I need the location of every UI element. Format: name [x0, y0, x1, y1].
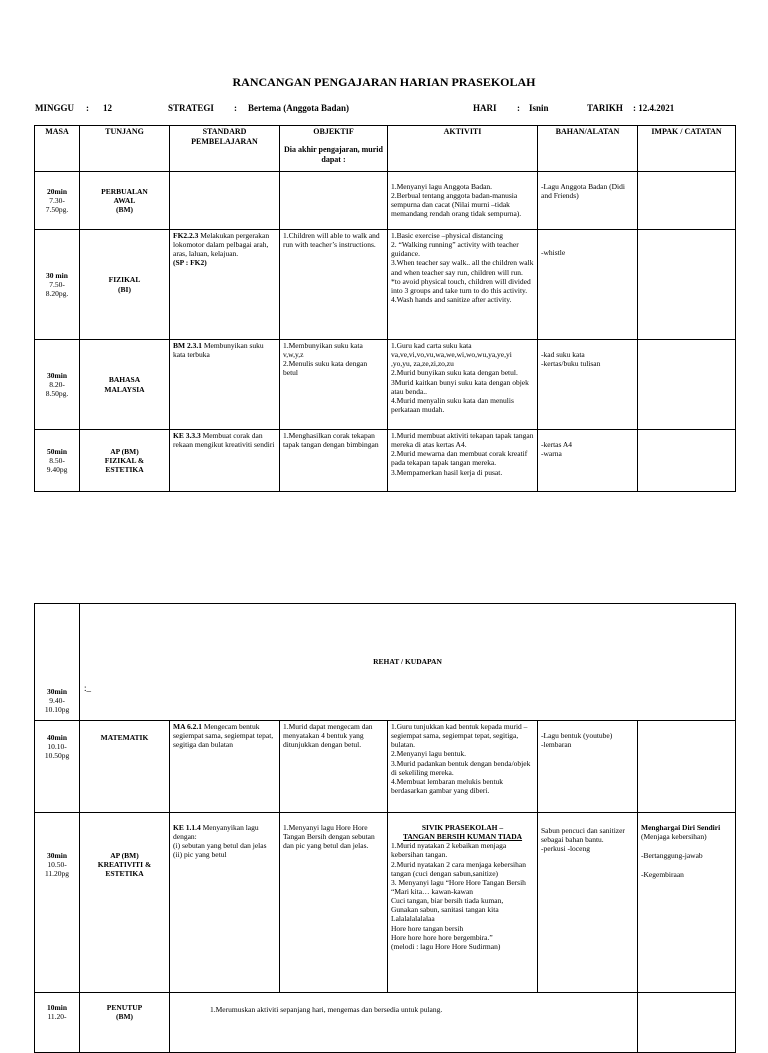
strategi-sep: :: [234, 103, 237, 113]
tunjang-line: MATEMATIK: [100, 733, 149, 742]
aktiviti-line: 2.Menyanyi lagu bentuk.: [391, 749, 466, 759]
bahan-cell: [538, 230, 638, 340]
table-row: [35, 230, 736, 340]
bahan-cell: [538, 721, 638, 813]
masa-time-start: 11.20-: [47, 1012, 67, 1022]
hari-sep: :: [517, 103, 520, 113]
tunjang-line: AWAL: [113, 195, 136, 205]
aktiviti-line: 1.Guru kad carta suku kata va,ve,vi,vo,vu,wa,we,wi,wo,wu,ya,ye,yi ,yo,yu, za,ze,zi,zo,zu: [391, 341, 512, 369]
table-row: [35, 430, 736, 492]
tunjang-line: MALAYSIA: [104, 384, 145, 394]
impak-line: -Bertanggung-jawab: [641, 851, 703, 861]
standard-line: (ii) pic yang betul: [173, 850, 227, 860]
masa-time-end: 8.50pg.: [45, 389, 69, 399]
table-row: [35, 340, 736, 430]
tunjang-cell: [80, 430, 170, 492]
impak-title: Menghargai Diri Sendiri: [641, 823, 721, 832]
impak-cell: [638, 813, 736, 993]
tunjang-line: AP (BM): [110, 446, 139, 456]
aktiviti-line: 3.Murid padankan bentuk dengan benda/objek di sekeliling mereka.: [391, 758, 531, 777]
masa-time-start: 10.10-: [47, 742, 67, 752]
objektif-line: 1.Menyanyi lagu Hore Hore Tangan Bersih dengan sebutan dan pic yang betul dan jelas.: [283, 823, 375, 851]
objektif-line: 1.Menghasilkan corak tekapan tapak tangan dengan bimbingan: [283, 431, 379, 450]
masa-duration: 20min: [46, 186, 67, 196]
hari-label: HARI: [473, 103, 497, 113]
aktiviti-line: 4.Wash hands and sanitize after activity.: [391, 294, 512, 304]
header-impak: IMPAK / CATATAN: [638, 126, 736, 172]
masa-duration: 50min: [46, 446, 67, 456]
tunjang-line: KREATIVITI &: [97, 860, 152, 870]
aktiviti-cell: [388, 172, 538, 230]
aktiviti-line: “Mari kita… kawan-kawan: [391, 886, 474, 896]
aktiviti-line: 3Murid kaitkan bunyi suku kata dengan objek atau benda..: [391, 377, 529, 396]
tunjang-line: PERBUALAN: [101, 186, 148, 196]
bahan-line: -warna: [541, 449, 562, 459]
aktiviti-line: (melodi : lagu Hore Hore Sudirman): [391, 941, 501, 951]
masa-time-start: 7.50-: [49, 279, 65, 289]
tarikh-label: TARIKH: [587, 103, 623, 113]
masa-cell: [35, 340, 80, 430]
tunjang-line: (BM): [115, 205, 134, 215]
objektif-cell: [280, 172, 388, 230]
tunjang-line: AP (BM): [110, 851, 139, 860]
table-row: [35, 721, 736, 813]
objektif-cell: [280, 430, 388, 492]
masa-cell: [35, 172, 80, 230]
bahan-line: -kertas A4: [541, 440, 573, 449]
header-tunjang: TUNJANG: [80, 126, 170, 172]
header-objektif: [280, 126, 388, 172]
standard-code: MA 6.2.1: [173, 722, 202, 731]
strategi-value: Bertema (Anggota Badan): [248, 103, 349, 113]
standard-cell: [170, 230, 280, 340]
masa-time-start: 8.50-: [49, 455, 65, 465]
bahan-line: -kad suku kata: [541, 350, 585, 359]
hari-value: Isnin: [529, 103, 549, 113]
bahan-cell: [538, 340, 638, 430]
objektif-line: 1.Children will able to walk and run with teacher’s instructions.: [283, 231, 380, 250]
tunjang-cell: [80, 340, 170, 430]
masa-cell: [35, 993, 80, 1053]
table-row: [35, 604, 736, 721]
masa-cell: [35, 230, 80, 340]
aktiviti-line: 2.Murid bunyikan suku kata dengan betul.: [391, 368, 518, 378]
rehat-colon: :_: [84, 683, 92, 693]
aktiviti-line: Hore hore hore hore bergembira.”: [391, 932, 493, 942]
masa-duration: 30min: [46, 370, 67, 380]
tunjang-cell: [80, 813, 170, 993]
impak-cell: [638, 340, 736, 430]
impak-cell: [638, 721, 736, 813]
standard-code: BM 2.3.1: [173, 341, 202, 350]
header-aktiviti: AKTIVITI: [388, 126, 538, 172]
masa-cell: [35, 430, 80, 492]
impak-cell: [638, 993, 736, 1053]
standard-cell: [170, 430, 280, 492]
standard-cell: [170, 172, 280, 230]
minggu-value: 12: [103, 103, 112, 113]
aktiviti-line: *to avoid physical touch, children will divided into 3 groups and take turn to do this activity.: [391, 276, 531, 295]
table-row: [35, 172, 736, 230]
aktiviti-line: Gunakan sabun, sanitasi tangan kita: [391, 905, 499, 915]
masa-time-end: 7.50pg.: [45, 205, 69, 215]
lesson-table-2: [34, 603, 736, 1053]
aktiviti-line: 3.Mempamerkan hasil kerja di pusat.: [391, 467, 503, 477]
aktiviti-cell: [388, 430, 538, 492]
standard-text: Membunyikan suku kata terbuka: [173, 341, 264, 360]
bahan-cell: [538, 430, 638, 492]
standard-extra: (SP : FK2): [173, 258, 207, 268]
sivik-subtitle: TANGAN BERSIH KUMAN TIADA: [402, 832, 523, 842]
strategi-label: STRATEGI: [168, 103, 214, 113]
table-row: [35, 993, 736, 1053]
masa-time-end: 10.50pg: [44, 751, 70, 761]
aktiviti-line: Hore hore tangan bersih: [391, 923, 464, 933]
masa-time-start: 8.20-: [49, 379, 65, 389]
impak-cell: [638, 172, 736, 230]
bahan-line: -kertas/buku tulisan: [541, 359, 601, 369]
masa-duration: 30min: [46, 851, 67, 860]
minggu-label: MINGGU: [35, 103, 74, 113]
objektif-line: 1.Membunyikan suku kata v,w,y,z: [283, 341, 363, 360]
masa-time-start: 10.50-: [47, 860, 67, 870]
masa-duration: 10min: [46, 1003, 67, 1012]
bahan-line: -perkusi -loceng: [541, 844, 590, 854]
sivik-title: SIVIK PRASEKOLAH –: [421, 823, 504, 832]
masa-duration: 30min: [46, 686, 67, 696]
standard-cell: [170, 721, 280, 813]
masa-time-start: 9.40-: [49, 695, 65, 705]
standard-line: (i) sebutan yang betul dan jelas: [173, 841, 267, 851]
aktiviti-line: 1.Guru tunjukkan kad bentuk kepada murid –segiempat sama, segiempat tepat, segitiga, bulatan.: [391, 722, 528, 750]
objektif-cell: [280, 340, 388, 430]
header-standard: STANDARD PEMBELAJARAN: [170, 126, 280, 172]
objektif-cell: [280, 721, 388, 813]
aktiviti-line: Lalalalalalalaa: [391, 914, 435, 924]
bahan-cell: [538, 172, 638, 230]
aktiviti-line: 1.Basic exercise –physical distancing: [391, 231, 504, 240]
header-masa: MASA: [35, 126, 80, 172]
standard-code: KE 1.1.4: [173, 823, 201, 832]
standard-code: KE 3.3.3: [173, 431, 201, 440]
tunjang-cell: [80, 721, 170, 813]
tunjang-line: FIZIKAL: [108, 275, 141, 285]
impak-note: (Menjaga kebersihan): [641, 832, 707, 842]
header-objektif-title: OBJEKTIF: [313, 127, 354, 136]
standard-cell: [170, 340, 280, 430]
penutup-text: 1.Merumuskan aktiviti sepanjang hari, mengemas dan bersedia untuk pulang.: [170, 993, 638, 1053]
page-title: RANCANGAN PENGAJARAN HARIAN PRASEKOLAH: [232, 75, 536, 89]
minggu-sep: :: [86, 103, 89, 113]
masa-duration: 30 min: [46, 270, 68, 280]
tunjang-line: FIZIKAL &: [104, 455, 145, 465]
aktiviti-line: 2. “Walking running” activity with teacher guidance.: [391, 240, 519, 259]
header-objektif-sub: Dia akhir pengajaran, murid dapat :: [284, 144, 383, 164]
standard-text: Mengecam bentuk segiempat sama, segiempat tepat, segitiga dan bulatan: [173, 722, 274, 750]
tunjang-line: (BI): [118, 284, 131, 294]
aktiviti-line: 1.Murid membuat aktiviti tekapan tapak tangan mereka di atas kertas A4.: [391, 431, 534, 450]
bahan-line: -Lagu bentuk (youtube): [541, 731, 613, 740]
objektif-cell: [280, 230, 388, 340]
masa-duration: 40min: [46, 733, 67, 742]
aktiviti-line: 1.Menyanyi lagu Anggota Badan.: [391, 182, 493, 191]
tunjang-line: PENUTUP: [106, 1003, 143, 1012]
aktiviti-line: 4.Membuat lembaran melukis bentuk berdasarkan gambar yang diberi.: [391, 776, 504, 795]
tunjang-line: ESTETIKA: [105, 465, 144, 475]
masa-cell: [35, 813, 80, 993]
bahan-line: -lembaran: [541, 740, 572, 750]
aktiviti-line: 2.Murid mewarna dan membuat corak kreatif pada tekapan tapak tangan mereka.: [391, 449, 528, 468]
aktiviti-line: 2.Berbual tentang anggota badan-manusia sempurna dan cacat (Nilai murni –tidak memandang rendah orang tidak sempurna).: [391, 191, 522, 219]
bahan-line: -whistle: [541, 248, 566, 257]
aktiviti-line: 4.Murid menyalin suku kata dan menulis perkataan mudah.: [391, 395, 514, 414]
standard-text: Melakukan pergerakan lokomotor dalam pelbagai arah, aras, laluan, kelajuan.: [173, 231, 270, 259]
table-row: [35, 813, 736, 993]
tunjang-line: (BM): [115, 1012, 134, 1022]
aktiviti-cell: [388, 813, 538, 993]
standard-text: Membuat corak dan rekaan mengikut kreativiti sendiri: [173, 431, 275, 450]
standard-cell: [170, 813, 280, 993]
rehat-label: REHAT / KUDAPAN: [80, 604, 736, 721]
aktiviti-line: 1.Murid nyatakan 2 kebaikan menjaga kebersihan tangan.: [391, 841, 507, 860]
aktiviti-line: 2.Murid nyatakan 2 cara menjaga kebersihan tangan (cuci dengan sabun,sanitize): [391, 859, 526, 878]
aktiviti-cell: [388, 721, 538, 813]
masa-time-start: 7.30-: [49, 195, 65, 205]
bahan-line: Sabun pencuci dan sanitizer sebagai bahan bantu.: [541, 826, 625, 845]
masa-cell: [35, 721, 80, 813]
tunjang-cell: [80, 993, 170, 1053]
objektif-line: 1.Murid dapat mengecam dan menyatakan 4 bentuk yang ditunjukkan dengan betul.: [283, 722, 373, 750]
objektif-line: 2.Menulis suku kata dengan betul: [283, 359, 368, 378]
masa-time-end: 9.40pg: [46, 465, 68, 475]
tunjang-cell: [80, 230, 170, 340]
aktiviti-line: 3.When teacher say walk.. all the children walk and when teacher say run, children will run.: [391, 258, 534, 277]
impak-line: -Kegembiraan: [641, 870, 684, 880]
header-bahan: BAHAN/ALATAN: [538, 126, 638, 172]
impak-cell: [638, 230, 736, 340]
aktiviti-cell: [388, 230, 538, 340]
masa-time-end: 10.10pg: [44, 704, 70, 714]
masa-time-end: 11.20pg: [44, 869, 70, 879]
tunjang-line: BAHASA: [108, 375, 141, 385]
bahan-cell: [538, 813, 638, 993]
impak-cell: [638, 430, 736, 492]
objektif-cell: [280, 813, 388, 993]
aktiviti-cell: [388, 340, 538, 430]
bahan-line: -Lagu Anggota Badan (Didi and Friends): [541, 182, 625, 201]
tarikh-value: : 12.4.2021: [633, 103, 675, 113]
aktiviti-line: 3. Menyanyi lagu “Hore Hore Tangan Bersih: [391, 877, 526, 887]
lesson-table-1: [34, 125, 736, 492]
tunjang-cell: [80, 172, 170, 230]
standard-text: Menyanyikan lagu dengan:: [173, 823, 259, 842]
masa-cell: [35, 604, 80, 721]
standard-code: FK2.2.3: [173, 231, 199, 240]
aktiviti-line: Cuci tangan, biar bersih tiada kuman,: [391, 896, 504, 906]
tunjang-line: ESTETIKA: [105, 869, 144, 879]
masa-time-end: 8.20pg.: [45, 289, 69, 299]
